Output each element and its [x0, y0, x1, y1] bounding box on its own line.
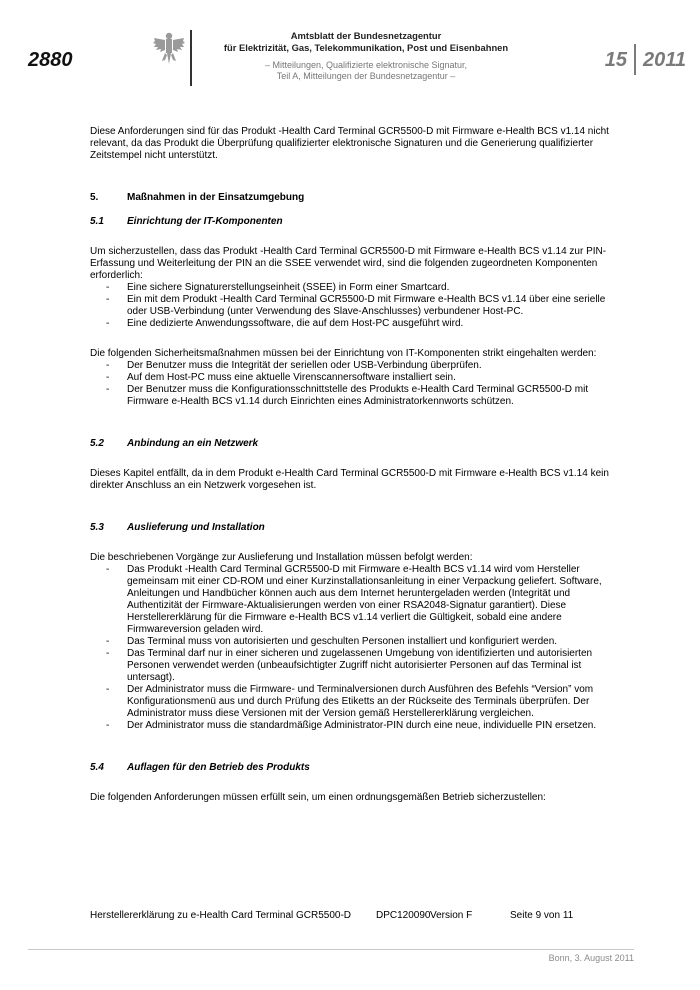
issue-year: 2011	[642, 49, 686, 71]
section-heading	[90, 192, 610, 204]
subsection-number: 5.2	[90, 438, 104, 449]
list-item: - Eine dedizierte Anwendungssoftware, die auf dem Host-PC ausgeführt wird.	[106, 318, 464, 329]
bullet-list	[90, 564, 610, 732]
subsection-title: Anbindung an ein Netzwerk	[127, 438, 259, 449]
header-divider	[190, 30, 192, 86]
section-number: 5.	[90, 192, 99, 203]
subsection-number: 5.1	[90, 216, 104, 227]
paragraph: Die folgenden Anforderungen müssen erfüllt sein, um einen ordnungsgemäßen Betrieb sicherzustellen:	[90, 792, 546, 803]
footer-doc-id: DPC120090	[376, 910, 431, 921]
gazette-subtitle-line1: – Mitteilungen, Qualifizierte elektronische Signatur,	[264, 60, 468, 70]
paragraph: Die folgenden Sicherheitsmaßnahmen müssen bei der Einrichtung von IT-Komponenten strikt eingehalten werden:	[90, 348, 597, 359]
list-item: - Der Benutzer muss die Konfigurationsschnittstelle des Produkts e-Health Card Terminal GCR5500-D mit Firmware e-Health BCS v1.14 durch Einrichten eines Administratorkennworts schützen.	[106, 384, 589, 407]
footer-date: Bonn, 3. August 2011	[548, 953, 634, 963]
footer-doc-title: Herstellererklärung zu e-Health Card Terminal GCR5500-D	[90, 910, 352, 921]
bullet-list	[90, 360, 610, 408]
subsection-title: Auslieferung und Installation	[127, 522, 265, 533]
issue-number: 15	[604, 49, 627, 71]
list-item: - Eine sichere Signaturerstellungseinheit (SSEE) in Form einer Smartcard.	[106, 282, 450, 293]
bullet-list	[90, 282, 610, 330]
footer-page: Seite 9 von 11	[510, 910, 574, 921]
subsection-number: 5.4	[90, 762, 104, 773]
paragraph: Um sicherzustellen, dass das Produkt -Health Card Terminal GCR5500-D mit Firmware e-Health BCS v1.14 zur PIN-Erfassung und Weiterleitung der PIN an die SSEE verwendet wird, sind die folgenden zugeordneten Komponenten erforderlich:	[90, 246, 607, 281]
list-item: - Der Benutzer muss die Integrität der seriellen oder USB-Verbindung überprüfen.	[106, 360, 482, 371]
footer-rule	[28, 949, 634, 950]
list-item: - Das Terminal muss von autorisierten und geschulten Personen installiert und konfiguriert werden.	[106, 636, 558, 647]
subsection-heading	[90, 522, 610, 534]
issue-badge	[605, 49, 686, 75]
list-item: - Ein mit dem Produkt -Health Card Terminal GCR5500-D mit Firmware e-Health BCS v1.14 über eine serielle oder USB-Verbindung (unter Verwendung des Slave-Anschlusses) verbundener Host-PC.	[106, 294, 606, 317]
subsection-title: Auflagen für den Betrieb des Produkts	[127, 762, 310, 773]
list-item: - Auf dem Host-PC muss eine aktuelle Virenscannersoftware installiert sein.	[106, 372, 456, 383]
subsection-title: Einrichtung der IT-Komponenten	[127, 216, 283, 227]
subsection-heading	[90, 762, 610, 774]
section-title: Maßnahmen in der Einsatzumgebung	[127, 192, 305, 203]
paragraph: Dieses Kapitel entfällt, da in dem Produkt e-Health Card Terminal GCR5500-D mit Firmware e-Health BCS v1.14 kein direkter Anschluss an ein Netzwerk vorgesehen ist.	[90, 468, 609, 491]
paragraph: Die beschriebenen Vorgänge zur Auslieferung und Installation müssen befolgt werden:	[90, 552, 473, 563]
subsection-heading	[90, 438, 610, 450]
list-item: - Das Produkt -Health Card Terminal GCR5500-D mit Firmware e-Health BCS v1.14 wird vom Hersteller gemeinsam mit einer CD-ROM und einer Kurzinstallationsanleitung in einer Verpackung geliefert. Software, Anleitungen und Handbücher können auch aus dem Internet heruntergeladen werden (Integrität und Authentizität der Firmware-Aktualisierungen werden von einer RSA2048-Signatur garantiert). Diese Herstellererklärung für die Firmware e-Health BCS v1.14 verliert die Gültigkeit, sobald eine andere Firmwareversion geladen wird.	[106, 564, 602, 635]
list-item: - Der Administrator muss die Firmware- und Terminalversionen durch Ausführen des Befehls “Version” vom Konfigurationsmenü aus und durch Prüfung des Etiketts an der Rückseite des Terminals überprüfen. Der Administrator muss diese Versionen mit der Version gemäß Herstellererklärung vergleichen.	[106, 684, 594, 719]
intro-paragraph: Diese Anforderungen sind für das Produkt -Health Card Terminal GCR5500-D mit Firmware e-Health BCS v1.14 nicht relevant, da das Produkt die Überprüfung qualifizierter elektronische Signaturen und die Generierung qualifizierter Zeitstempel nicht unterstützt.	[90, 126, 609, 161]
list-item: - Der Administrator muss die standardmäßige Administrator-PIN durch eine neue, individuelle PIN ersetzen.	[106, 720, 597, 731]
list-item: - Das Terminal darf nur in einer sicheren und zugelassenen Umgebung von identifizierten und autorisierten Personen verwendet werden (unbeaufsichtigter Zugriff nicht autorisierter Personen auf das Terminal ist untersagt).	[106, 648, 593, 683]
gazette-title-line2: für Elektrizität, Gas, Telekommunikation, Post und Eisenbahnen	[223, 42, 509, 53]
subsection-number: 5.3	[90, 522, 104, 533]
gazette-subtitle	[208, 60, 524, 82]
gazette-title-line1: Amtsblatt der Bundesnetzagentur	[290, 30, 442, 41]
page-footer	[90, 910, 610, 922]
page-number: 2880	[28, 49, 73, 71]
footer-version: Version F	[430, 910, 473, 921]
gazette-title	[208, 30, 524, 54]
federal-eagle-icon	[152, 31, 186, 67]
document-body	[90, 126, 610, 804]
gazette-subtitle-line2: Teil A, Mitteilungen der Bundesnetzagentur –	[276, 71, 456, 81]
subsection-heading	[90, 216, 610, 228]
